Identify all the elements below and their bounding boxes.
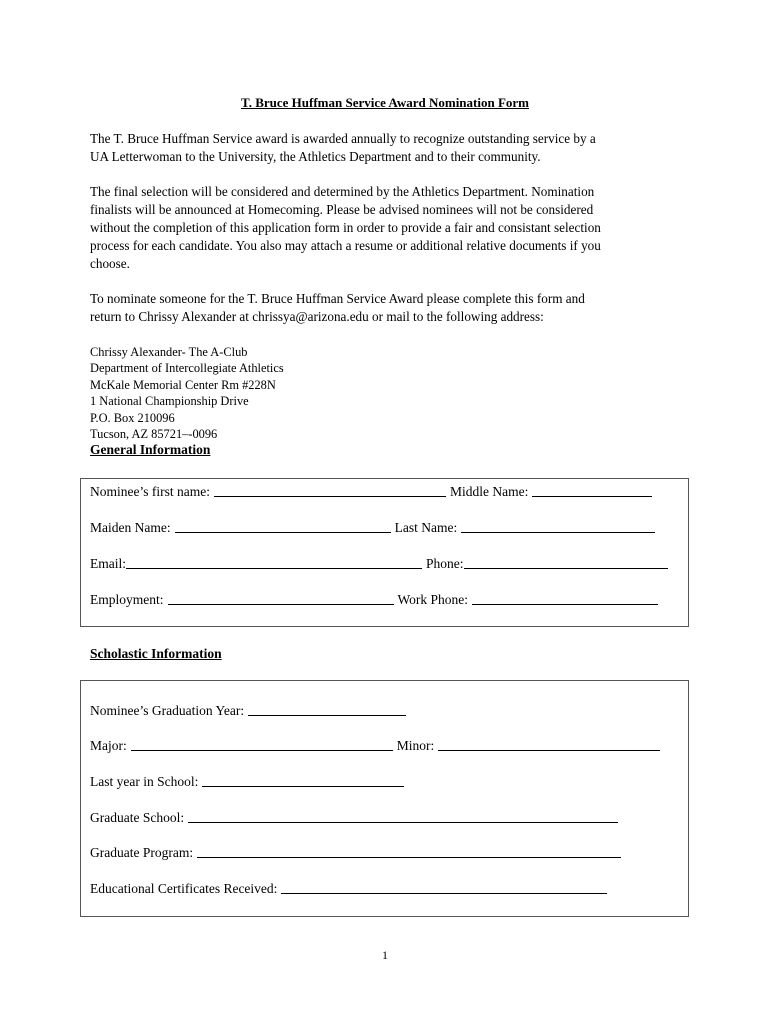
maiden-name-field[interactable] (175, 532, 391, 533)
first-name-label: Nominee’s first name: (90, 484, 210, 499)
maiden-name-label: Maiden Name: (90, 520, 171, 535)
last-name-label: Last Name: (394, 520, 458, 535)
major-minor-row (90, 736, 680, 754)
certificates-row (90, 879, 680, 897)
work-phone-label: Work Phone: (397, 592, 469, 607)
intro-paragraph-3 (90, 290, 690, 326)
address-line: Department of Intercollegiate Athletics (90, 361, 284, 376)
middle-name-label: Middle Name: (449, 484, 529, 499)
employment-field[interactable] (168, 604, 394, 605)
minor-label: Minor: (396, 738, 435, 753)
text-line: without the completion of this application form in order to provide a fair and consistant selection (90, 220, 601, 235)
graduate-school-label: Graduate School: (90, 810, 185, 825)
email-phone-row (90, 554, 680, 572)
general-information-heading: General Information (90, 442, 211, 457)
graduation-year-label: Nominee’s Graduation Year: (90, 703, 245, 718)
text-line: finalists will be announced at Homecoming. Please be advised nominees will not be considered (90, 202, 594, 217)
certificates-label: Educational Certificates Received: (90, 881, 278, 896)
maiden-last-name-row (90, 518, 680, 536)
address-line: Tucson, AZ 85721–-0096 (90, 427, 218, 442)
address-line: 1 National Championship Drive (90, 394, 249, 409)
mailing-address (90, 344, 284, 442)
graduate-school-row (90, 808, 680, 826)
middle-name-field[interactable] (532, 496, 652, 497)
graduation-year-field[interactable] (248, 715, 406, 716)
first-middle-name-row (90, 482, 680, 500)
text-line: The T. Bruce Huffman Service award is awarded annually to recognize outstanding service by a (90, 131, 596, 146)
graduate-program-label: Graduate Program: (90, 845, 194, 860)
last-year-field[interactable] (202, 786, 404, 787)
graduate-school-field[interactable] (188, 822, 618, 823)
address-line: McKale Memorial Center Rm #228N (90, 377, 276, 392)
certificates-field[interactable] (281, 893, 607, 894)
text-line: choose. (90, 256, 130, 271)
minor-field[interactable] (438, 750, 660, 751)
major-field[interactable] (131, 750, 393, 751)
text-line: return to Chrissy Alexander at chrissya@arizona.edu or mail to the following address: (90, 309, 544, 324)
employment-label: Employment: (90, 592, 164, 607)
graduate-program-row (90, 843, 680, 861)
scholastic-information-heading: Scholastic Information (90, 646, 222, 661)
phone-field[interactable] (464, 568, 668, 569)
last-year-row (90, 772, 680, 790)
page-number: 1 (382, 948, 388, 962)
work-phone-field[interactable] (472, 604, 658, 605)
address-line: Chrissy Alexander- The A-Club (90, 345, 248, 359)
text-line: The final selection will be considered and determined by the Athletics Department. Nomination (90, 184, 595, 199)
text-line: process for each candidate. You also may attach a resume or additional relative documents if you (90, 238, 601, 253)
phone-label: Phone: (426, 556, 464, 571)
intro-paragraph-1 (90, 130, 690, 166)
last-name-field[interactable] (461, 532, 655, 533)
first-name-field[interactable] (214, 496, 446, 497)
employment-row (90, 590, 680, 608)
address-line: P.O. Box 210096 (90, 410, 175, 425)
email-field[interactable] (126, 568, 422, 569)
form-title: T. Bruce Huffman Service Award Nomination Form (240, 95, 529, 110)
intro-paragraph-2 (90, 183, 690, 273)
graduate-program-field[interactable] (197, 857, 621, 858)
email-label: Email: (90, 556, 126, 571)
major-label: Major: (90, 738, 127, 753)
text-line: UA Letterwoman to the University, the Athletics Department and to their community. (90, 149, 541, 164)
last-year-label: Last year in School: (90, 774, 199, 789)
graduation-year-row (90, 701, 680, 719)
text-line: To nominate someone for the T. Bruce Huffman Service Award please complete this form and (90, 291, 585, 306)
